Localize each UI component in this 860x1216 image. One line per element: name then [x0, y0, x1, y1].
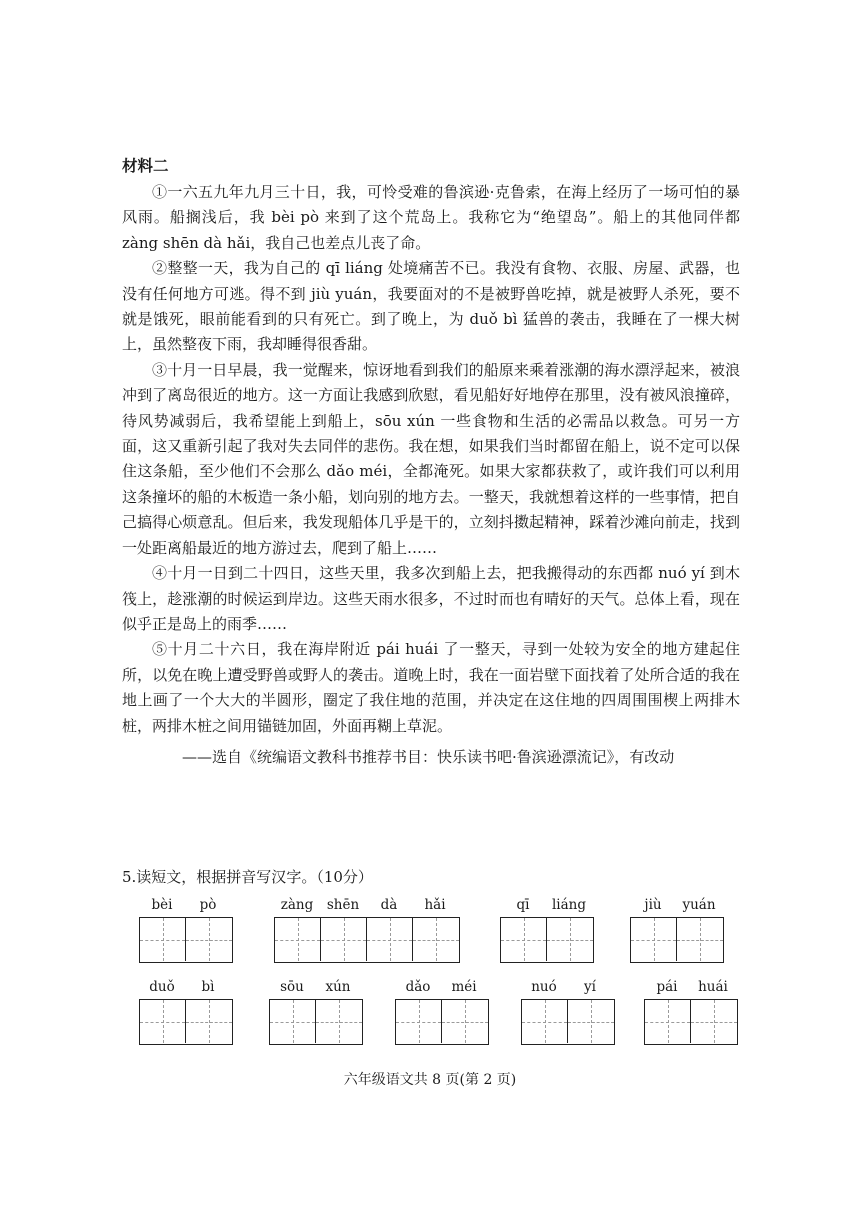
writing-boxes — [521, 999, 615, 1045]
paragraph-3: ③十月一日早晨，我一觉醒来，惊讶地看到我们的船原来乘着涨潮的海水漂浮起来，被浪冲到了离岛很近的地方。这一方面让我感到欣慰，看见船好好地停在那里，没有被风浪撞碎，待风势减弱后，我希望能上到船上，sōu xún 一些食物和生活的必需品以救急。可另一方面，这又重新引起了我对失去同伴的悲伤。我在想，如果我们当时都留在船上，说不定可以保住这条船，至少他们不会那么 dǎo méi，全都淹死。如果大家都获救了，或许我们可以利用这条撞坏的船的木板造一条小船，划向别的地方去。一整天，我就想着这样的一些事情，把自己搞得心烦意乱。但后来，我发现船体几乎是干的，立刻抖擞起精神，踩着沙滩向前走，找到一处距离船最近的地方游过去，爬到了船上…… — [122, 360, 740, 557]
source-citation: ——选自《统编语文教科书推荐书目：快乐读书吧·鲁滨逊漂流记》，有改动 — [182, 747, 675, 766]
writing-boxes — [630, 917, 724, 963]
writing-box[interactable] — [140, 1000, 186, 1043]
writing-box[interactable] — [186, 918, 232, 961]
pinyin-label: xún — [325, 979, 351, 995]
writing-box[interactable] — [645, 1000, 691, 1043]
writing-boxes — [644, 999, 738, 1045]
writing-box[interactable] — [413, 918, 459, 961]
writing-box[interactable] — [691, 1000, 737, 1043]
pinyin-label: sōu — [280, 979, 304, 995]
pinyin-label: qī — [516, 897, 530, 913]
paragraph-1: ①一六五九年九月三十日，我，可怜受难的鲁滨逊·克鲁索，在海上经历了一场可怕的暴风雨。船搁浅后，我 bèi pò 来到了这个荒岛上。我称它为“绝望岛”。船上的其他同伴都 zàng shēn dà hǎi，我自己也差点儿丧了命。 — [122, 183, 740, 252]
reading-passage — [122, 180, 740, 770]
writing-box[interactable] — [677, 918, 723, 961]
pinyin-label: hǎi — [424, 897, 446, 913]
writing-box[interactable] — [186, 1000, 232, 1043]
writing-box[interactable] — [321, 918, 367, 961]
pinyin-label: yuán — [682, 897, 716, 913]
writing-box[interactable] — [316, 1000, 362, 1043]
paragraph-2: ②整整一天，我为自己的 qī liáng 处境痛苦不已。我没有食物、衣服、房屋、武器，也没有任何地方可逃。得不到 jiù yuán，我要面对的不是被野兽吃掉，就是被野人杀死，要不就是饿死，眼前能看到的只有死亡。到了晚上，为 duǒ bì 猛兽的袭击，我睡在了一棵大树上，虽然整夜下雨，我却睡得很香甜。 — [122, 259, 740, 354]
paragraph-4: ④十月一日到二十四日，这些天里，我多次到船上去，把我搬得动的东西都 nuó yí 到木筏上，趁涨潮的时候运到岸边。这些天雨水很多，不过时而也有晴好的天气。总体上看，现在似乎正是岛上的雨季…… — [122, 564, 740, 633]
writing-box[interactable] — [568, 1000, 614, 1043]
writing-boxes — [139, 917, 233, 963]
pinyin-label: bì — [201, 979, 215, 995]
paragraph-5: ⑤十月二十六日，我在海岸附近 pái huái 了一整天，寻到一处较为安全的地方建起住所，以免在晚上遭受野兽或野人的袭击。道晚上时，我在一面岩壁下面找着了处所合适的我在地上画了一个大大的半圆形，圈定了我住地的范围，并决定在这住地的四周围围楔上两排木桩，两排木桩之间用锚链加固，外面再糊上草泥。 — [122, 640, 740, 735]
writing-box[interactable] — [396, 1000, 442, 1043]
pinyin-label: bèi — [151, 897, 173, 913]
writing-boxes — [139, 999, 233, 1045]
writing-box[interactable] — [140, 918, 186, 961]
writing-box[interactable] — [631, 918, 677, 961]
pinyin-label: shēn — [326, 897, 360, 913]
pinyin-label: nuó — [531, 979, 557, 995]
pinyin-label: pò — [199, 897, 217, 913]
pinyin-label: zàng — [280, 897, 314, 913]
pinyin-label: duǒ — [149, 979, 175, 995]
writing-box[interactable] — [367, 918, 413, 961]
writing-box[interactable] — [501, 918, 547, 961]
writing-box[interactable] — [442, 1000, 488, 1043]
page-footer: 六年级语文共 8 页(第 2 页) — [343, 1072, 517, 1088]
question-5: 5.读短文，根据拼音写汉字。（10分） — [122, 868, 373, 886]
writing-box[interactable] — [547, 918, 593, 961]
pinyin-label: jiù — [644, 897, 662, 913]
section-title: 材料二 — [122, 157, 169, 175]
pinyin-label: liáng — [551, 897, 587, 913]
writing-box[interactable] — [270, 1000, 316, 1043]
pinyin-label: dà — [380, 897, 398, 913]
writing-boxes — [395, 999, 489, 1045]
writing-box[interactable] — [275, 918, 321, 961]
pinyin-label: yí — [584, 979, 596, 995]
writing-boxes — [269, 999, 363, 1045]
pinyin-label: huái — [698, 979, 728, 995]
pinyin-label: méi — [451, 979, 477, 995]
writing-boxes — [500, 917, 594, 963]
writing-boxes — [274, 917, 460, 963]
pinyin-label: dǎo — [405, 979, 431, 995]
writing-box[interactable] — [522, 1000, 568, 1043]
pinyin-label: pái — [656, 979, 678, 995]
